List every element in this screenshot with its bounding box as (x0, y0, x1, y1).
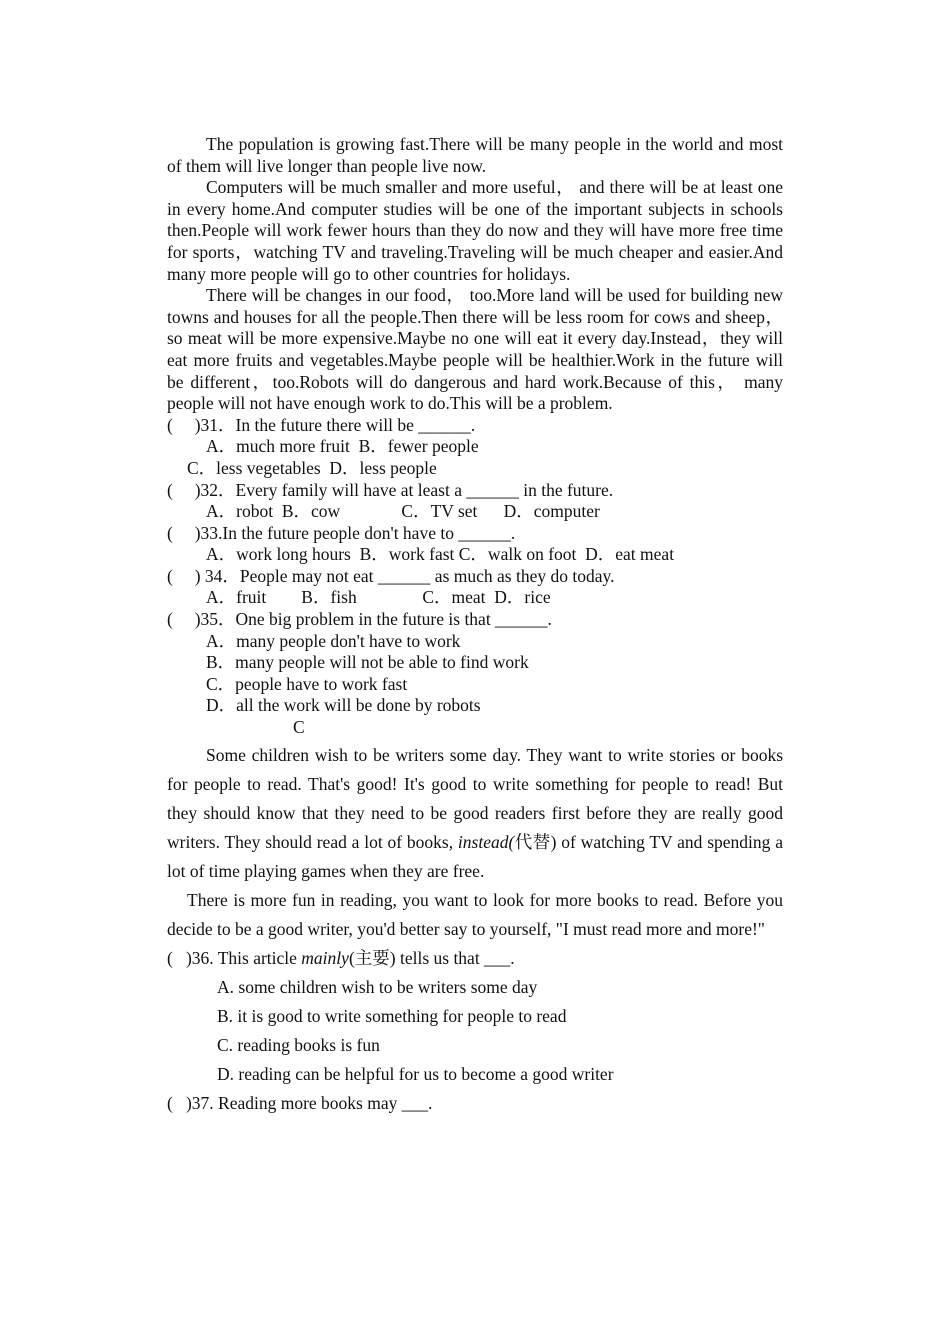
passage-b-paragraph-2: Computers will be much smaller and more useful， and there will be at least one in every home.And computer studies will be one of the important subjects in schools then.People will work fewer hours than they do now and they will have more free time for sports，watching TV and traveling.Traveling will be much cheaper and easier.And many more people will go to other countries for holidays. (167, 177, 783, 284)
question-36-option-c: C. reading books is fun (217, 1034, 380, 1055)
passage-c-paragraph-1 (167, 741, 783, 886)
question-34-options: A．fruit B．fish C．meat D．rice (206, 587, 551, 608)
question-35-option-d: D．all the work will be done by robots (206, 695, 481, 716)
question-32-options: A．robot B．cow C．TV set D．computer (206, 501, 600, 522)
passage-b-paragraph-1: The population is growing fast.There will be many people in the world and most of them will live longer than people live now. (167, 134, 783, 176)
question-36-stem-start: ( )36. This article (167, 947, 302, 968)
question-36-stem (167, 944, 783, 973)
passage-c-keyword-instead: instead( (457, 831, 515, 852)
question-35-option-a: A．many people don't have to work (206, 630, 461, 651)
question-37-stem: ( )37. Reading more books may ___. (167, 1092, 433, 1113)
passage-c-paragraph-1-text: Some children wish to be writers some day. They want to write stories or books for people to read. That's good! It's good to write something for people to read! But they should know that they need to be good readers first before they are really good writers. They should read a lot of books, (167, 744, 783, 852)
passage-c-keyword-gloss: 代替 (514, 831, 551, 852)
question-31-options-cd: C．less vegetables D．less people (187, 457, 437, 478)
passage-c (167, 741, 783, 1118)
question-32-stem: ( )32．Every family will have at least a ______ in the future. (167, 479, 614, 500)
question-35-option-c: C．people have to work fast (206, 673, 408, 694)
question-31-stem: ( )31．In the future there will be ______. (167, 414, 476, 435)
question-35-stem: ( )35．One big problem in the future is that ______. (167, 609, 552, 630)
passage-c-label: C (293, 717, 305, 738)
passage-c-paragraph-2: There is more fun in reading, you want to look for more books to read. Before you decide to be a good writer, you'd better say to yourself, "I must read more and more!" (167, 889, 783, 939)
question-36-option-a: A. some children wish to be writers some day (217, 976, 538, 997)
question-35-option-b: B．many people will not be able to find work (206, 652, 529, 673)
question-33-options: A．work long hours B．work fast C．walk on foot D．eat meat (206, 544, 675, 565)
question-34-stem: ( ) 34．People may not eat ______ as much as they do today. (167, 565, 615, 586)
question-36-stem-end: (主要) tells us that ___. (348, 947, 515, 968)
question-31-options-ab: A．much more fruit B．fewer people (206, 436, 479, 457)
question-33-stem: ( )33.In the future people don't have to ______. (167, 522, 516, 543)
question-36-option-d: D. reading can be helpful for us to become a good writer (217, 1063, 614, 1084)
worksheet-page (167, 134, 783, 1118)
question-36-option-b: B. it is good to write something for people to read (217, 1005, 567, 1026)
passage-b-paragraph-3: There will be changes in our food， too.More land will be used for building new towns and houses for all the people.Then there will be less room for cows and sheep，so meat will be more expensive.Maybe no one will eat it every day.Instead，they will eat more fruits and vegetables.Maybe people will be healthier.Work in the future will be different，too.Robots will do dangerous and hard work.Because of this， many people will not have enough work to do.This will be a problem. (167, 285, 783, 414)
passage-c-paragraph-1-end: ) of watching TV and spending a lot of time playing games when they are free. (167, 831, 783, 881)
question-36-keyword: mainly (301, 947, 349, 968)
